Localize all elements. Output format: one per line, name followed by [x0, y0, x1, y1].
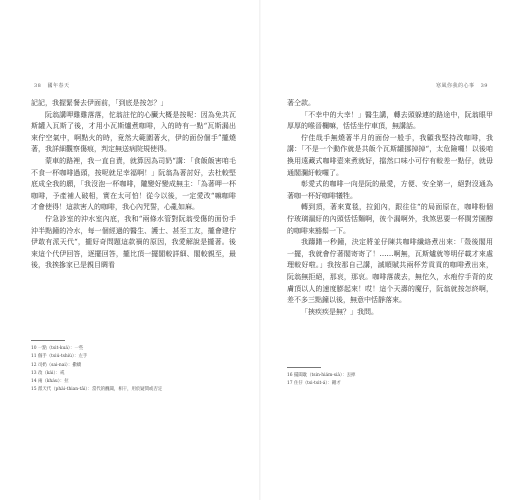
footnote-rule — [287, 367, 321, 368]
paragraph: 阮翁講呷雞雞落落，佗翁註佗的心臟大概是按呢：因為免共瓦斯罐入瓦斯了後，才用小瓦斯爐煮咖啡，入的時有一點“瓦斯漏出來佇空氣中，啊點火的時，竟然大範圍著火，伊的面份個手”攏燒著，我詳細觀察傷痕，判定無送病院規使得。 — [31, 110, 236, 154]
paragraph: 「挾疾疾是無？」我問。 — [301, 307, 378, 316]
paragraph: 佇急診室的沖水室內底，我和“兩條水管對阮翁受傷的面份手沖半點鐘的冷水，每一個經過的醫生、護士、甚至工友，攏會建佇伊敢有派天代“，攏好奇問題這款禍的原因，我愛解說是攏著。後來這个代伊回答，逐擺回答，攏比頂一擺閣較詳細、閣較親至，最後，我挨摻家已是親目睭看 — [31, 214, 236, 270]
right-footnotes — [287, 372, 493, 389]
paragraph: 佇佳哉手無燒著半月的面份一般手，我顧我堅持改咖啡，我講：「不是一个動作就是共飯个瓦斯罐挪掉掉“，太危險囉！以後咱換用遠藏式咖啡壺來煮就好，擋然口味小可佇有較差一點仔，就毋通閣瀾紆較囉了。 — [287, 133, 493, 177]
paragraph: 彰愛式的咖啡一向是阮的最愛，方便、安全第一，絕對沒通為著咖一杯好咖啡犧牲。 — [287, 180, 493, 200]
footnote: 17 住仔（tsi-tsit-á）：剛才 — [287, 381, 341, 387]
right-running-head-title: 寒風你我的心事 — [436, 83, 475, 89]
right-body-text — [287, 98, 493, 318]
paragraph: 「不幸中的大幸！」醫生講，轉去頭躲連的路途中，阮翁眼甲厚厚的喉晉欄嘛，恬恬坐佇車頂，無講話。 — [287, 110, 493, 131]
left-page-number: 38 — [34, 83, 42, 89]
paragraph: 著仝款。 — [287, 99, 315, 107]
footnote: 10 一點（tsit-kuá）：一些 — [31, 346, 84, 351]
footnote: 13 改（kái）：戒 — [31, 370, 65, 376]
footnote: 14 兩（kháu）：拉 — [31, 379, 69, 385]
left-body-text — [31, 98, 236, 272]
paragraph: 蒙車的路裡，我一直自責，就算因為司奶“講：「食飯飯害咱毛不食一杯咖啡過頭，按呢就足幸福啊！」阮翁為著討好，去杜較堅底成全我的願，「我沒泡一杯咖啡，隴變好變成無主：「為著呷一杯咖啡，予產補人破相，實在太可怕！從今以後，一定愛改“嘛咖啡才會使得！這款害人的咖啡，我心內咒誓，心亂如麻。 — [31, 156, 236, 212]
left-running-head — [30, 82, 69, 89]
paragraph: 記記，我握緊餐去伊面前，「到底是按怎？」 — [31, 99, 168, 107]
footnote-rule — [31, 340, 65, 341]
right-page — [261, 0, 520, 500]
paragraph: 我躊躇一秒鐘，決定將並仔陳共咖啡纖絡煮出來：「殼後閣用一擺，我就會佇著閣寄寄了！……啊無，瓦斯爐就等明仔載才來處理較好啦。」我按那自己講，滅順賦共兩杯芳貢貢的咖啡煮出來，阮翁無拒絕，那哀，那哀。咖啡落歲去，無佗久，水疱佇手背的皮膚頂以人的速度膨起來！哎！這个天壽的魔仔，阮翁就按怎終啊，差不多三點鐘以後，無意中恬靜落來。 — [287, 238, 493, 305]
right-running-head — [436, 82, 492, 89]
footnote: 12 司奶（sai-nai）：撒嬌 — [31, 362, 82, 368]
left-running-head-title: 國年春天 — [47, 83, 70, 89]
left-page — [0, 0, 259, 500]
footnote: 16 擺閩耽（tsin-hiám-sià）：丟掉 — [287, 373, 356, 378]
footnote: 11 個手（tsiú-tshiù）：左手 — [31, 354, 88, 360]
right-page-number: 39 — [480, 83, 488, 89]
paragraph: 轉到頂，著來寬毯，拉釦內，跟往住“的局面原在，咖啡粉個佇玻璃漏紆的內頭恬恬麵啊，彼个漏啊外，我煞思要一杯閩芳園醇的咖啡來豁鬃一下。 — [287, 203, 493, 235]
footnote: 15 派天代（phài-thian-tāi）：當代的醜聞，相干，用於疑問或否定 — [31, 387, 163, 393]
left-footnotes — [31, 345, 236, 395]
